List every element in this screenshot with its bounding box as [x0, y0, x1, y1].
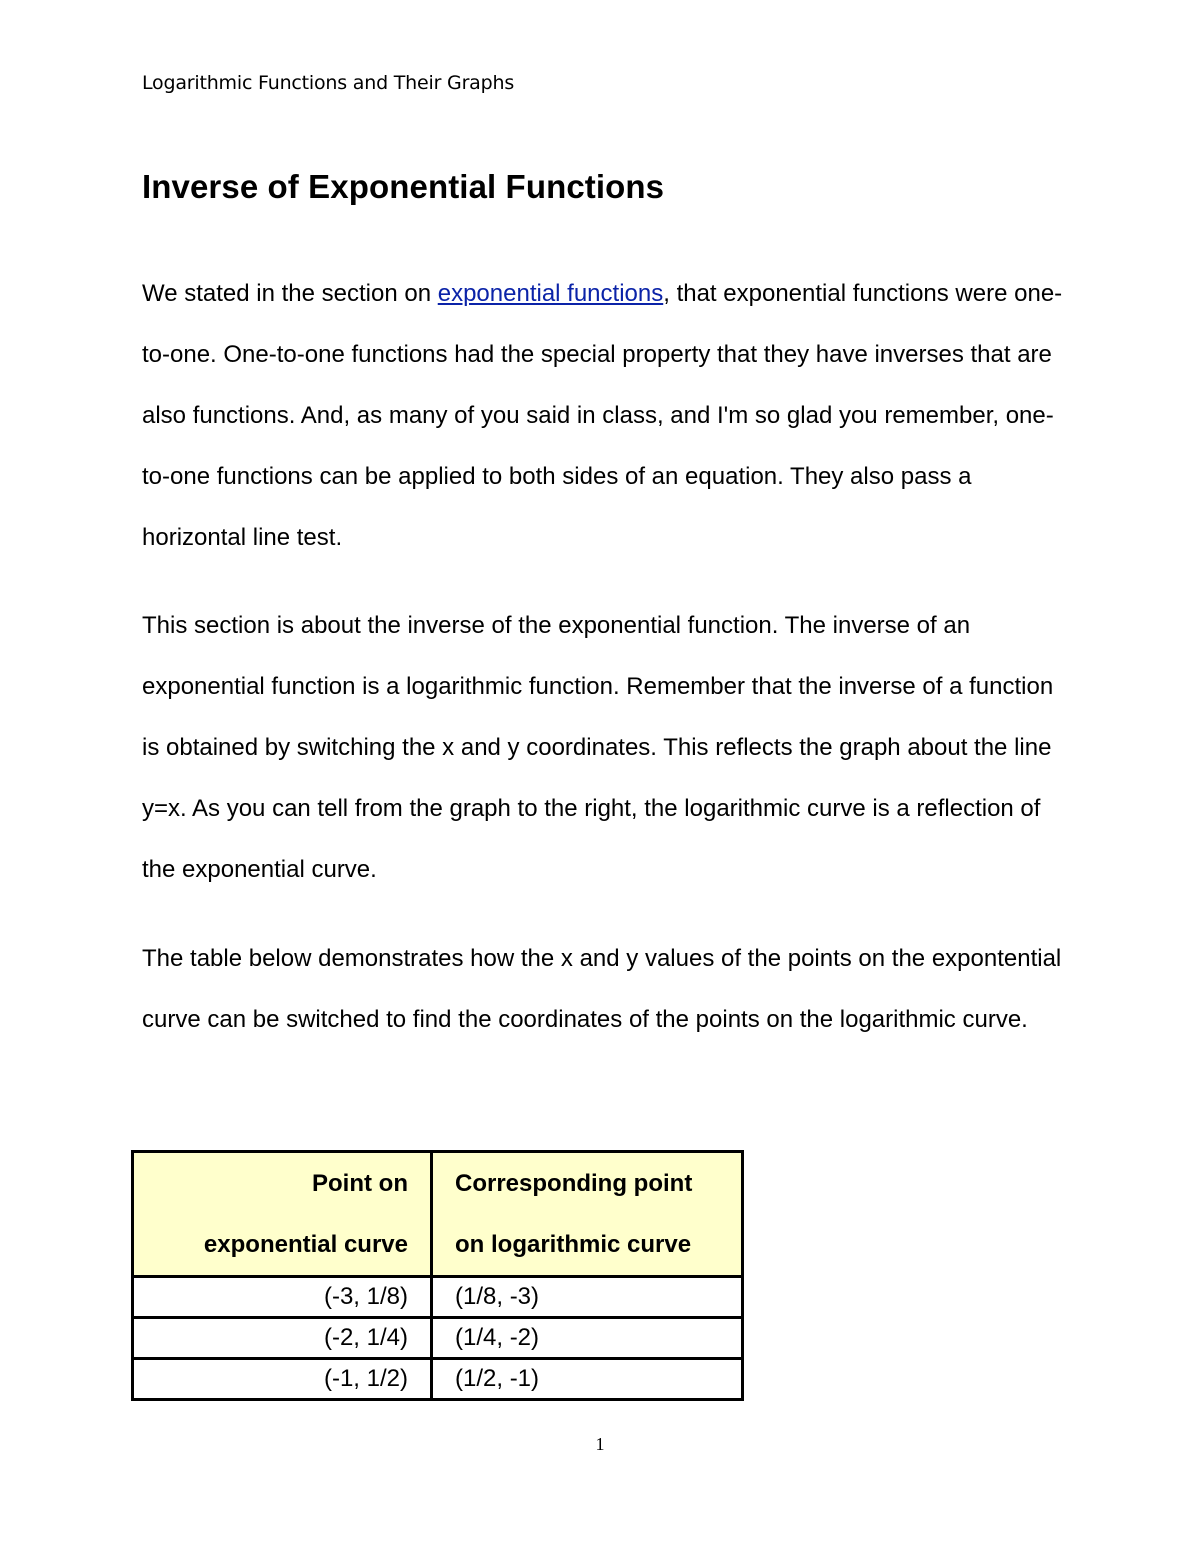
- page-title: Inverse of Exponential Functions: [142, 168, 665, 205]
- running-header: Logarithmic Functions and Their Graphs: [142, 72, 515, 94]
- logarithmic-point-cell: (1/2, -1): [432, 1359, 743, 1400]
- table-row: [133, 1359, 743, 1400]
- header-logarithmic-line2: on logarithmic curve: [455, 1231, 692, 1258]
- table-row: [133, 1318, 743, 1359]
- exponential-point-cell: (-2, 1/4): [133, 1318, 432, 1359]
- logarithmic-point-cell: (1/8, -3): [432, 1277, 743, 1318]
- logarithmic-point-cell: (1/4, -2): [432, 1318, 743, 1359]
- paragraph-intro-lead: We stated in the section on: [142, 280, 438, 307]
- page-number: 1: [595, 1434, 605, 1454]
- coordinates-table: [131, 1150, 744, 1401]
- header-logarithmic-point: [432, 1152, 743, 1277]
- paragraph-inverse: This section is about the inverse of the exponential function. The inverse of an exponential function is a logarithmic function. Remember that the inverse of a function is obtained by switching the x and y coordinates. This reflects the graph about the line y=x. As you can tell from the graph to the right, the logarithmic curve is a reflection of the exponential curve.: [142, 612, 1054, 883]
- paragraph-table-intro: The table below demonstrates how the x and y values of the points on the expontential curve can be switched to find the coordinates of the points on the logarithmic curve.: [142, 945, 1062, 1033]
- exponential-point-cell: (-1, 1/2): [133, 1359, 432, 1400]
- header-logarithmic-line1: Corresponding point: [455, 1170, 693, 1197]
- exponential-functions-link[interactable]: exponential functions: [437, 280, 664, 307]
- paragraph-intro: [142, 263, 1072, 568]
- paragraph-intro-rest: , that exponential functions were one-to-one. One-to-one functions had the special property that they have inverses that are also functions. And, as many of you said in class, and I'm so glad you remember, one-to-one functions can be applied to both sides of an equation. They also pass a horizontal line test.: [142, 280, 1063, 551]
- table-header-row: [133, 1152, 743, 1277]
- header-exponential-line2: exponential curve: [203, 1231, 408, 1258]
- exponential-point-cell: (-3, 1/8): [133, 1277, 432, 1318]
- header-exponential-point: [133, 1152, 432, 1277]
- table-row: [133, 1277, 743, 1318]
- header-exponential-line1: Point on: [312, 1170, 408, 1197]
